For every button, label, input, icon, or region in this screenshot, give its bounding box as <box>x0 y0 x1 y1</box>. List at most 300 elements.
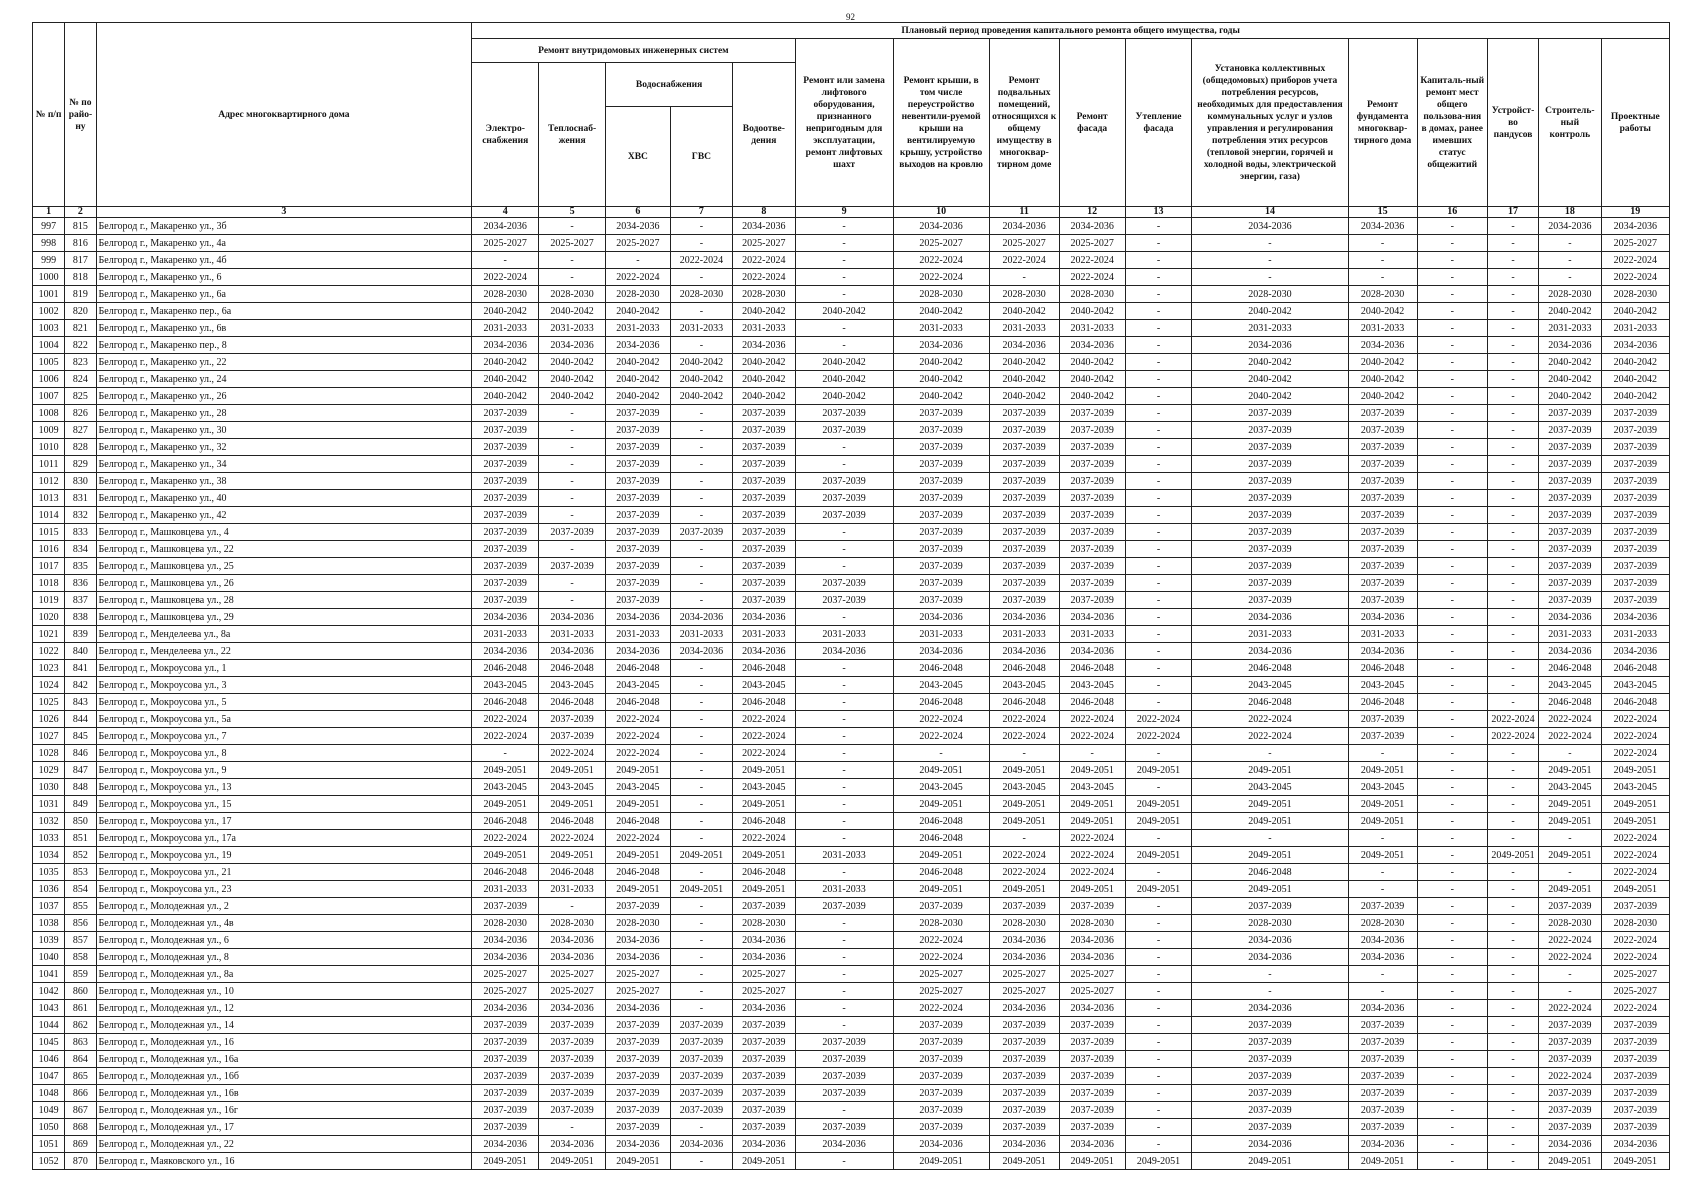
period-cell: - <box>1487 473 1538 490</box>
period-cell: - <box>1192 745 1348 762</box>
period-cell: 2025-2027 <box>989 235 1059 252</box>
period-cell: 2022-2024 <box>1601 932 1669 949</box>
period-cell: 2031-2033 <box>539 881 606 898</box>
period-cell: 2046-2048 <box>472 694 539 711</box>
period-cell: 2025-2027 <box>472 983 539 1000</box>
period-cell: - <box>606 252 671 269</box>
period-cell: - <box>1192 235 1348 252</box>
header-col-district-no: № по райо-ну <box>65 23 96 207</box>
period-cell: 2034-2036 <box>1059 643 1125 660</box>
period-cell: 2046-2048 <box>893 830 989 847</box>
period-cell: - <box>670 592 732 609</box>
header-col-foundation: Ремонт фундамента многоквар-тирного дома <box>1348 39 1417 207</box>
period-cell: 2049-2051 <box>472 796 539 813</box>
period-cell: 2037-2039 <box>539 1051 606 1068</box>
period-cell: - <box>795 728 893 745</box>
period-cell: - <box>1487 762 1538 779</box>
district-number-cell: 849 <box>65 796 96 813</box>
period-cell: 2040-2042 <box>539 354 606 371</box>
period-cell: 2049-2051 <box>1125 1153 1192 1170</box>
column-number: 4 <box>472 207 539 218</box>
period-cell: 2037-2039 <box>893 439 989 456</box>
column-number: 6 <box>606 207 671 218</box>
row-number-cell: 1038 <box>33 915 65 932</box>
period-cell: 2037-2039 <box>733 490 795 507</box>
address-cell: Белгород г., Машковцева ул., 26 <box>96 575 472 592</box>
period-cell: 2037-2039 <box>1059 439 1125 456</box>
header-col-insulation: Утепление фасада <box>1125 39 1192 207</box>
row-number-cell: 1028 <box>33 745 65 762</box>
period-cell: 2040-2042 <box>989 303 1059 320</box>
row-number-cell: 997 <box>33 218 65 235</box>
period-cell: 2034-2036 <box>1059 932 1125 949</box>
period-cell: 2040-2042 <box>795 303 893 320</box>
period-cell: - <box>1417 966 1487 983</box>
period-cell: 2037-2039 <box>893 473 989 490</box>
period-cell: - <box>1487 1102 1538 1119</box>
period-cell: 2031-2033 <box>1539 626 1601 643</box>
table-row <box>33 728 1670 745</box>
table-row <box>33 507 1670 524</box>
period-cell: 2043-2045 <box>989 677 1059 694</box>
period-cell: - <box>795 286 893 303</box>
period-cell: - <box>1348 830 1417 847</box>
period-cell: 2040-2042 <box>1601 388 1669 405</box>
period-cell: - <box>670 745 732 762</box>
period-cell: 2046-2048 <box>539 660 606 677</box>
period-cell: 2049-2051 <box>670 881 732 898</box>
period-cell: 2049-2051 <box>989 1153 1059 1170</box>
period-cell: 2031-2033 <box>606 320 671 337</box>
period-cell: 2037-2039 <box>606 490 671 507</box>
period-cell: 2043-2045 <box>1348 677 1417 694</box>
district-number-cell: 848 <box>65 779 96 796</box>
period-cell: 2037-2039 <box>472 422 539 439</box>
period-cell: - <box>670 915 732 932</box>
period-cell: - <box>670 660 732 677</box>
period-cell: 2037-2039 <box>472 405 539 422</box>
period-cell: 2040-2042 <box>472 354 539 371</box>
period-cell: - <box>1539 269 1601 286</box>
period-cell: 2034-2036 <box>1059 218 1125 235</box>
period-cell: 2034-2036 <box>1601 609 1669 626</box>
period-cell: - <box>1192 966 1348 983</box>
period-cell: 2034-2036 <box>539 337 606 354</box>
period-cell: 2037-2039 <box>1348 728 1417 745</box>
period-cell: - <box>1417 473 1487 490</box>
period-cell: - <box>670 728 732 745</box>
period-cell: - <box>1125 252 1192 269</box>
period-cell: 2049-2051 <box>989 881 1059 898</box>
period-cell: - <box>1487 881 1538 898</box>
period-cell: 2037-2039 <box>1601 473 1669 490</box>
period-cell: 2034-2036 <box>1348 609 1417 626</box>
period-cell: 2037-2039 <box>606 456 671 473</box>
table-row <box>33 1119 1670 1136</box>
period-cell: - <box>1487 1136 1538 1153</box>
period-cell: - <box>1417 1068 1487 1085</box>
period-cell: 2037-2039 <box>606 592 671 609</box>
table-row <box>33 898 1670 915</box>
period-cell: 2040-2042 <box>670 371 732 388</box>
period-cell: 2034-2036 <box>472 1136 539 1153</box>
period-cell: 2049-2051 <box>1192 1153 1348 1170</box>
period-cell: 2028-2030 <box>989 286 1059 303</box>
period-cell: 2022-2024 <box>733 269 795 286</box>
period-cell: 2040-2042 <box>1348 371 1417 388</box>
period-cell: - <box>795 966 893 983</box>
period-cell: 2037-2039 <box>893 575 989 592</box>
period-cell: 2037-2039 <box>1539 1034 1601 1051</box>
address-cell: Белгород г., Макаренко ул., 6а <box>96 286 472 303</box>
period-cell: 2034-2036 <box>795 1136 893 1153</box>
period-cell: 2040-2042 <box>1059 388 1125 405</box>
period-cell: - <box>1539 983 1601 1000</box>
period-cell: - <box>1487 1034 1538 1051</box>
period-cell: 2037-2039 <box>606 1034 671 1051</box>
period-cell: 2046-2048 <box>893 694 989 711</box>
period-cell: 2037-2039 <box>1192 422 1348 439</box>
period-cell: 2040-2042 <box>472 303 539 320</box>
district-number-cell: 857 <box>65 932 96 949</box>
period-cell: - <box>1487 1000 1538 1017</box>
column-number: 14 <box>1192 207 1348 218</box>
period-cell: 2031-2033 <box>893 626 989 643</box>
period-cell: 2049-2051 <box>1601 881 1669 898</box>
period-cell: 2037-2039 <box>606 422 671 439</box>
period-cell: - <box>795 830 893 847</box>
period-cell: 2022-2024 <box>1601 949 1669 966</box>
column-number: 7 <box>670 207 732 218</box>
period-cell: - <box>1487 592 1538 609</box>
period-cell: - <box>1125 592 1192 609</box>
address-cell: Белгород г., Молодежная ул., 16а <box>96 1051 472 1068</box>
period-cell: 2022-2024 <box>670 252 732 269</box>
period-cell: 2046-2048 <box>472 864 539 881</box>
period-cell: - <box>1487 235 1538 252</box>
period-cell: 2034-2036 <box>472 609 539 626</box>
period-cell: 2022-2024 <box>1539 728 1601 745</box>
table-row <box>33 983 1670 1000</box>
address-cell: Белгород г., Молодежная ул., 8а <box>96 966 472 983</box>
period-cell: 2037-2039 <box>1539 898 1601 915</box>
row-number-cell: 1022 <box>33 643 65 660</box>
row-number-cell: 1029 <box>33 762 65 779</box>
period-cell: 2034-2036 <box>1539 337 1601 354</box>
period-cell: 2022-2024 <box>1539 1000 1601 1017</box>
period-cell: 2043-2045 <box>989 779 1059 796</box>
period-cell: 2037-2039 <box>989 1119 1059 1136</box>
period-cell: 2037-2039 <box>893 592 989 609</box>
column-number: 17 <box>1487 207 1538 218</box>
period-cell: 2037-2039 <box>795 1085 893 1102</box>
period-cell: 2037-2039 <box>1601 405 1669 422</box>
period-cell: 2040-2042 <box>472 371 539 388</box>
period-cell: - <box>1487 1085 1538 1102</box>
district-number-cell: 838 <box>65 609 96 626</box>
period-cell: 2034-2036 <box>606 337 671 354</box>
period-cell: - <box>1487 320 1538 337</box>
period-cell: - <box>1417 694 1487 711</box>
period-cell: 2037-2039 <box>1192 898 1348 915</box>
period-cell: 2022-2024 <box>606 728 671 745</box>
period-cell: 2046-2048 <box>1601 694 1669 711</box>
period-cell: - <box>1192 269 1348 286</box>
period-cell: 2037-2039 <box>539 1102 606 1119</box>
period-cell: 2049-2051 <box>893 1153 989 1170</box>
period-cell: 2034-2036 <box>606 932 671 949</box>
period-cell: 2037-2039 <box>1192 541 1348 558</box>
address-cell: Белгород г., Мокроусова ул., 9 <box>96 762 472 779</box>
period-cell: - <box>1125 1136 1192 1153</box>
header-col-roof: Ремонт крыши, в том числе переустройство невентили-руемой крыши на вентилируемую крышу, устройство выходов на кровлю <box>893 39 989 207</box>
district-number-cell: 844 <box>65 711 96 728</box>
period-cell: - <box>1417 320 1487 337</box>
period-cell: 2034-2036 <box>893 643 989 660</box>
period-cell: - <box>1125 626 1192 643</box>
table-row <box>33 830 1670 847</box>
period-cell: 2049-2051 <box>1539 813 1601 830</box>
address-cell: Белгород г., Молодежная ул., 12 <box>96 1000 472 1017</box>
period-cell: 2049-2051 <box>1125 881 1192 898</box>
period-cell: 2037-2039 <box>1059 1119 1125 1136</box>
period-cell: 2037-2039 <box>795 1068 893 1085</box>
period-cell: - <box>1487 388 1538 405</box>
period-cell: 2034-2036 <box>989 932 1059 949</box>
row-number-cell: 1027 <box>33 728 65 745</box>
row-number-cell: 1000 <box>33 269 65 286</box>
period-cell: 2022-2024 <box>472 711 539 728</box>
district-number-cell: 861 <box>65 1000 96 1017</box>
period-cell: 2043-2045 <box>1539 677 1601 694</box>
period-cell: 2040-2042 <box>1059 303 1125 320</box>
period-cell: - <box>1125 1085 1192 1102</box>
period-cell: 2022-2024 <box>539 830 606 847</box>
table-row <box>33 1034 1670 1051</box>
period-cell: - <box>1125 422 1192 439</box>
district-number-cell: 831 <box>65 490 96 507</box>
period-cell: - <box>1125 864 1192 881</box>
header-col-drain: Водоотве-дения <box>733 63 795 207</box>
period-cell: 2037-2039 <box>1059 507 1125 524</box>
period-cell: 2034-2036 <box>989 1136 1059 1153</box>
period-cell: 2037-2039 <box>1059 1017 1125 1034</box>
period-cell: - <box>1417 1085 1487 1102</box>
period-cell: - <box>1487 337 1538 354</box>
address-cell: Белгород г., Мокроусова ул., 23 <box>96 881 472 898</box>
period-cell: 2037-2039 <box>1539 456 1601 473</box>
period-cell: 2037-2039 <box>893 558 989 575</box>
period-cell: 2037-2039 <box>1348 456 1417 473</box>
period-cell: - <box>670 830 732 847</box>
period-cell: - <box>1487 779 1538 796</box>
period-cell: 2046-2048 <box>893 864 989 881</box>
table-row <box>33 575 1670 592</box>
period-cell: - <box>1487 371 1538 388</box>
period-cell: 2049-2051 <box>1192 847 1348 864</box>
period-cell: 2037-2039 <box>606 541 671 558</box>
period-cell: 2025-2027 <box>539 966 606 983</box>
period-cell: - <box>1125 405 1192 422</box>
table-row <box>33 235 1670 252</box>
period-cell: 2037-2039 <box>733 1051 795 1068</box>
table-row <box>33 847 1670 864</box>
table-row <box>33 966 1670 983</box>
column-numbers-row <box>33 207 1670 218</box>
capital-repair-schedule-table <box>32 22 1670 1170</box>
period-cell: 2037-2039 <box>1348 507 1417 524</box>
period-cell: 2037-2039 <box>1059 1034 1125 1051</box>
period-cell: 2037-2039 <box>1348 405 1417 422</box>
period-cell: 2025-2027 <box>606 983 671 1000</box>
address-cell: Белгород г., Макаренко ул., 6в <box>96 320 472 337</box>
period-cell: 2025-2027 <box>472 966 539 983</box>
district-number-cell: 826 <box>65 405 96 422</box>
period-cell: - <box>1417 1136 1487 1153</box>
header-col-facade: Ремонт фасада <box>1059 39 1125 207</box>
period-cell: - <box>1417 456 1487 473</box>
period-cell: 2034-2036 <box>989 609 1059 626</box>
period-cell: 2037-2039 <box>472 541 539 558</box>
period-cell: - <box>1539 830 1601 847</box>
period-cell: 2025-2027 <box>1059 235 1125 252</box>
period-cell: - <box>1417 269 1487 286</box>
period-cell: - <box>1417 983 1487 1000</box>
period-cell: 2037-2039 <box>606 1068 671 1085</box>
period-cell: 2037-2039 <box>893 1068 989 1085</box>
period-cell: 2022-2024 <box>733 745 795 762</box>
period-cell: 2034-2036 <box>1059 609 1125 626</box>
period-cell: - <box>893 745 989 762</box>
period-cell: - <box>1539 252 1601 269</box>
period-cell: - <box>1487 643 1538 660</box>
period-cell: - <box>1417 524 1487 541</box>
district-number-cell: 854 <box>65 881 96 898</box>
district-number-cell: 845 <box>65 728 96 745</box>
address-cell: Белгород г., Менделеева ул., 22 <box>96 643 472 660</box>
period-cell: 2037-2039 <box>1192 524 1348 541</box>
table-row <box>33 932 1670 949</box>
period-cell: - <box>539 898 606 915</box>
period-cell: 2037-2039 <box>795 592 893 609</box>
period-cell: 2037-2039 <box>989 1085 1059 1102</box>
period-cell: - <box>670 694 732 711</box>
period-cell: 2049-2051 <box>606 1153 671 1170</box>
period-cell: - <box>1125 949 1192 966</box>
period-cell: 2034-2036 <box>1192 1000 1348 1017</box>
row-number-cell: 1002 <box>33 303 65 320</box>
period-cell: 2022-2024 <box>1601 745 1669 762</box>
row-number-cell: 1042 <box>33 983 65 1000</box>
period-cell: - <box>1417 388 1487 405</box>
period-cell: 2034-2036 <box>795 643 893 660</box>
period-cell: - <box>1487 1153 1538 1170</box>
period-cell: - <box>1417 813 1487 830</box>
period-cell: 2037-2039 <box>1059 558 1125 575</box>
period-cell: 2037-2039 <box>893 507 989 524</box>
period-cell: 2037-2039 <box>1601 507 1669 524</box>
district-number-cell: 850 <box>65 813 96 830</box>
row-number-cell: 1044 <box>33 1017 65 1034</box>
period-cell: 2040-2042 <box>539 371 606 388</box>
row-number-cell: 1039 <box>33 932 65 949</box>
period-cell: 2037-2039 <box>1539 592 1601 609</box>
district-number-cell: 865 <box>65 1068 96 1085</box>
header-col-gvs: ГВС <box>670 107 732 207</box>
period-cell: - <box>795 235 893 252</box>
row-number-cell: 1045 <box>33 1034 65 1051</box>
district-number-cell: 821 <box>65 320 96 337</box>
period-cell: 2037-2039 <box>989 1017 1059 1034</box>
period-cell: - <box>1417 745 1487 762</box>
period-cell: 2049-2051 <box>733 796 795 813</box>
period-cell: 2040-2042 <box>893 388 989 405</box>
period-cell: 2034-2036 <box>733 932 795 949</box>
period-cell: 2031-2033 <box>1192 626 1348 643</box>
period-cell: 2034-2036 <box>989 643 1059 660</box>
period-cell: 2040-2042 <box>1192 371 1348 388</box>
period-cell: 2022-2024 <box>893 728 989 745</box>
period-cell: 2025-2027 <box>539 983 606 1000</box>
period-cell: 2037-2039 <box>893 490 989 507</box>
period-cell: - <box>670 541 732 558</box>
row-number-cell: 1007 <box>33 388 65 405</box>
period-cell: 2037-2039 <box>733 473 795 490</box>
period-cell: - <box>989 745 1059 762</box>
period-cell: 2031-2033 <box>1192 320 1348 337</box>
district-number-cell: 859 <box>65 966 96 983</box>
address-cell: Белгород г., Молодежная ул., 16б <box>96 1068 472 1085</box>
header-col-design: Проектные работы <box>1601 39 1669 207</box>
period-cell: 2037-2039 <box>893 1102 989 1119</box>
district-number-cell: 825 <box>65 388 96 405</box>
period-cell: - <box>1487 303 1538 320</box>
period-cell: - <box>670 303 732 320</box>
column-number: 18 <box>1539 207 1601 218</box>
period-cell: 2037-2039 <box>989 1051 1059 1068</box>
district-number-cell: 863 <box>65 1034 96 1051</box>
column-number: 11 <box>989 207 1059 218</box>
period-cell: 2049-2051 <box>539 847 606 864</box>
period-cell: - <box>1417 1051 1487 1068</box>
district-number-cell: 842 <box>65 677 96 694</box>
period-cell: 2022-2024 <box>1059 269 1125 286</box>
period-cell: - <box>1487 1068 1538 1085</box>
row-number-cell: 999 <box>33 252 65 269</box>
period-cell: 2034-2036 <box>733 949 795 966</box>
district-number-cell: 815 <box>65 218 96 235</box>
district-number-cell: 819 <box>65 286 96 303</box>
period-cell: - <box>1125 898 1192 915</box>
period-cell: 2022-2024 <box>1059 711 1125 728</box>
period-cell: 2049-2051 <box>1059 1153 1125 1170</box>
period-cell: - <box>1125 609 1192 626</box>
period-cell: 2046-2048 <box>472 813 539 830</box>
period-cell: 2034-2036 <box>1348 337 1417 354</box>
address-cell: Белгород г., Мокроусова ул., 5а <box>96 711 472 728</box>
column-number: 12 <box>1059 207 1125 218</box>
period-cell: 2040-2042 <box>539 303 606 320</box>
period-cell: 2022-2024 <box>1601 1000 1669 1017</box>
period-cell: - <box>795 269 893 286</box>
period-cell: 2037-2039 <box>670 1034 732 1051</box>
period-cell: 2049-2051 <box>1192 796 1348 813</box>
table-row <box>33 1136 1670 1153</box>
period-cell: 2049-2051 <box>893 881 989 898</box>
row-number-cell: 1012 <box>33 473 65 490</box>
period-cell: - <box>539 422 606 439</box>
table-row <box>33 949 1670 966</box>
